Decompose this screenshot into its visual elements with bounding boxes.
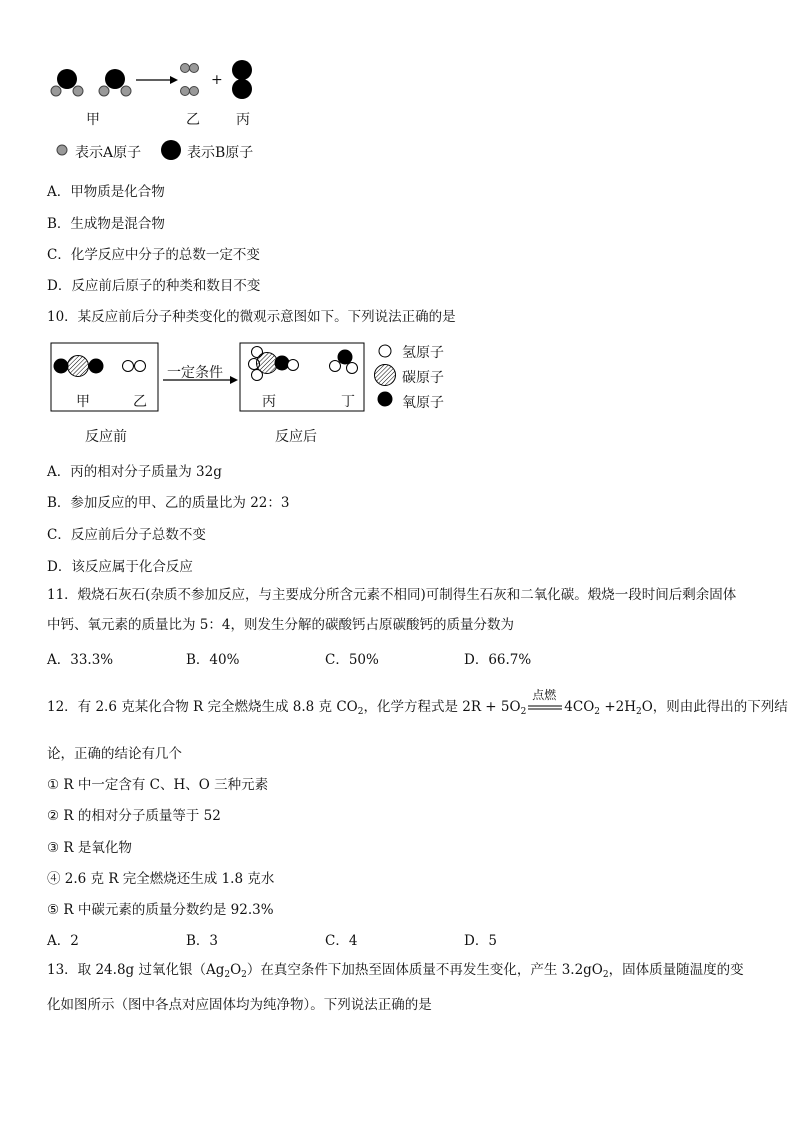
q12-statement-2: ② R 的相对分子质量等于 52 <box>47 808 221 824</box>
q9-molecule-jia-1 <box>51 69 83 96</box>
q13-stem-part2: O <box>230 962 242 978</box>
q12-option-c: C．4 <box>325 933 358 949</box>
q9-molecule-jia-2 <box>99 69 131 96</box>
q10-caption-after: 反应后 <box>275 429 317 445</box>
q13-sub: 2 <box>241 970 247 980</box>
q12-stem-part1: 12．有 2.6 克某化合物 R 完全燃烧生成 8.8 克 CO <box>47 699 358 715</box>
q13-stem-part1: 13．取 24.8g 过氧化银（Ag <box>47 962 225 978</box>
q9-option-b: B．生成物是混合物 <box>47 216 165 232</box>
q10-legend-o-icon <box>377 391 393 407</box>
q10-label-yi: 乙 <box>133 394 147 410</box>
q10-option-b: B．参加反应的甲、乙的质量比为 22：3 <box>47 495 290 511</box>
q9-option-c: C．化学反应中分子的总数一定不变 <box>47 247 260 263</box>
q12-statement-5: ⑤ R 中碳元素的质量分数约是 92.3% <box>47 902 274 918</box>
q12-option-a: A．2 <box>47 933 79 949</box>
q12-sub: 2 <box>594 707 601 717</box>
q13-stem-part4: ，固体质量随温度的变化如图所示（图中各点对应固体均为纯净物）。下列说法正确的是 <box>47 962 744 1013</box>
q10-legend-o-text: 氧原子 <box>402 395 444 411</box>
q10-legend-c-text: 碳原子 <box>402 370 444 386</box>
q9-label-jia: 甲 <box>86 112 100 128</box>
q12-equals-sign <box>526 687 564 716</box>
q9-legend-b-text: 表示B原子 <box>187 145 254 161</box>
q13-stem <box>47 955 747 1020</box>
q9-reaction-diagram <box>46 58 266 128</box>
q9-label-yi: 乙 <box>186 112 200 128</box>
q12-sub: 2 <box>636 707 642 717</box>
q9-plus-sign: + <box>211 72 223 88</box>
q12-options <box>47 929 697 949</box>
q11-option-b: B．40% <box>186 652 240 668</box>
q11-stem: 11．煅烧石灰石(杂质不参加反应，与主要成分所含元素不相同)可制得生石灰和二氧化碳。煅烧一段时间后剩余固体中钙、氧元素的质量比为 5：4，则发生分解的碳酸钙占原碳酸钙的质量分数为 <box>47 587 737 633</box>
q12-stem-cont: 论，正确的结论有几个 <box>47 746 182 762</box>
q12-statement-1: ① R 中一定含有 C、H、O 三种元素 <box>47 777 269 793</box>
q11-option-d: D．66.7% <box>464 652 532 668</box>
q10-label-ding: 丁 <box>341 394 355 410</box>
q10-molecule-jia <box>54 356 104 377</box>
q10-legend-h-text: 氢原子 <box>402 345 444 361</box>
q10-label-bing: 丙 <box>262 394 276 410</box>
q10-option-c: C．反应前后分子总数不变 <box>47 527 206 543</box>
q11-option-c: C．50% <box>325 652 379 668</box>
q13-sub: 2 <box>602 970 609 980</box>
q10-option-a: A．丙的相对分子质量为 32g <box>47 464 222 480</box>
q9-label-bing: 丙 <box>236 112 250 128</box>
q12-sub: 2 <box>520 707 527 717</box>
q12-sub: 2 <box>357 707 364 717</box>
q12-products-part3: O，则由此得出的下列结 <box>641 699 788 715</box>
q10-caption-before: 反应前 <box>85 429 127 445</box>
q9-molecule-bing <box>232 60 252 99</box>
q12-equals-lines <box>526 700 564 716</box>
q9-legend-b-icon <box>159 138 183 162</box>
q12-option-d: D．5 <box>464 933 497 949</box>
q10-legend-h-icon-2 <box>377 343 393 359</box>
q12-stem-part2: ，化学方程式是 2R + 5O <box>363 699 521 715</box>
q12-option-b: B．3 <box>186 933 219 949</box>
q11-options <box>47 648 697 668</box>
q12-statement-4: ④ 2.6 克 R 完全燃烧还生成 1.8 克水 <box>47 871 275 887</box>
q9-legend-a-text: 表示A原子 <box>75 145 142 161</box>
q12-products-part1: 4CO <box>564 699 595 715</box>
q10-condition: 一定条件 <box>167 365 223 381</box>
q11-option-a: A．33.3% <box>47 652 114 668</box>
q9-arrow <box>136 76 178 84</box>
q12-statement-3: ③ R 是氧化物 <box>47 840 132 856</box>
q12-condition: 点燃 <box>532 687 557 702</box>
q9-legend-a-icon <box>55 143 69 157</box>
q9-option-d: D．反应前后原子的种类和数目不变 <box>47 278 261 294</box>
q10-option-d: D．该反应属于化合反应 <box>47 559 193 575</box>
q10-legend-c-icon <box>373 363 397 387</box>
q9-option-a: A．甲物质是化合物 <box>47 184 165 200</box>
q10-label-jia: 甲 <box>76 394 90 410</box>
q13-sub: 2 <box>224 970 231 980</box>
q13-stem-part3: ）在真空条件下加热至固体质量不再发生变化，产生 3.2gO <box>246 962 603 978</box>
q10-stem: 10．某反应前后分子种类变化的微观示意图如下。下列说法正确的是 <box>47 309 456 325</box>
q12-products-part2: +2H <box>600 699 636 715</box>
q12-stem <box>47 687 788 717</box>
q9-molecule-yi <box>181 64 199 96</box>
